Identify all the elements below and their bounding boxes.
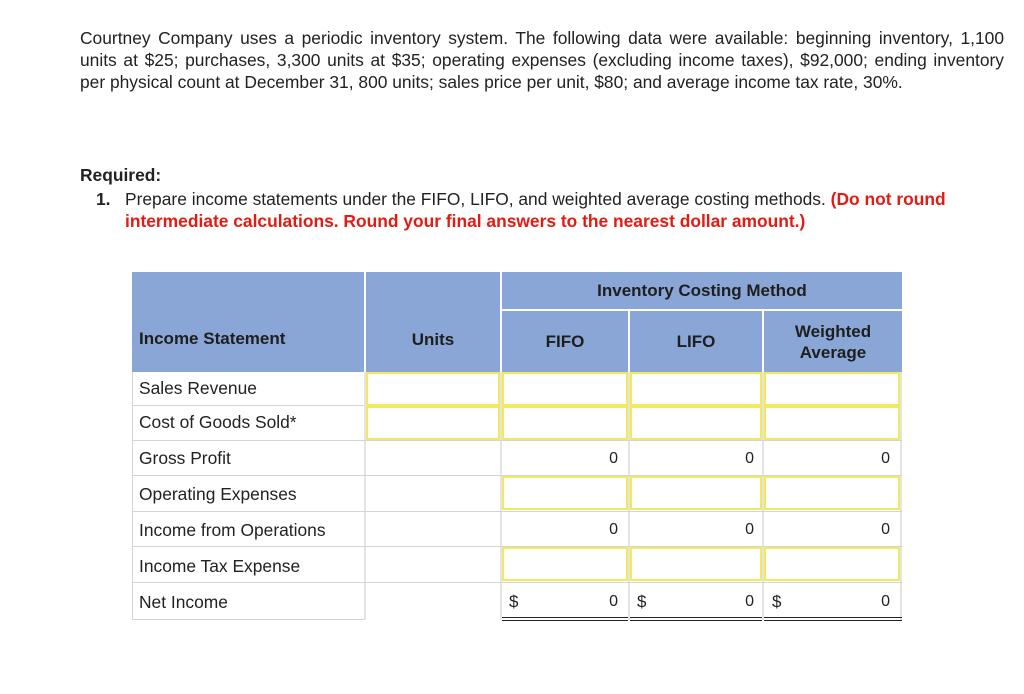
net-income-lifo-value: 0 (745, 593, 754, 610)
row-divider (132, 440, 902, 441)
row-label-gross-profit: Gross Profit (139, 448, 231, 468)
header-weighted-line2: Average (799, 342, 867, 362)
row-label-sales-revenue: Sales Revenue (139, 378, 257, 398)
operating-expenses-lifo-input[interactable] (630, 476, 762, 510)
header-lifo (630, 311, 762, 372)
cogs-units-input[interactable] (366, 406, 500, 440)
header-lifo-label: LIFO (676, 332, 716, 351)
operating-expenses-weighted-input[interactable] (764, 476, 900, 510)
header-group-label: Inventory Costing Method (597, 281, 807, 300)
income-tax-fifo-input[interactable] (502, 547, 628, 581)
problem-intro: Courtney Company uses a periodic inventory system. The following data were available: beginning inventory, 1,100 units at $25; purchases, 3,300 units at $35; operating expenses (excluding income taxes), $92,000; ending inventory per physical count at December 31, 800 units; sales price per unit, $80; and average income tax rate, 30%. (80, 28, 1004, 92)
requirement-text (125, 188, 1006, 232)
header-units-label: Units (411, 329, 455, 349)
row-divider (132, 405, 364, 406)
header-fifo (502, 311, 628, 372)
row-label-income-tax-expense: Income Tax Expense (139, 556, 301, 576)
income-tax-weighted-input[interactable] (764, 547, 900, 581)
net-income-lifo-currency: $ (637, 592, 647, 611)
cogs-weighted-input[interactable] (764, 406, 900, 440)
net-income-weighted-currency: $ (772, 592, 782, 611)
requirement-instruction: Prepare income statements under the FIFO, LIFO, and weighted average costing methods. (125, 189, 826, 209)
net-income-fifo-value: 0 (609, 593, 618, 610)
net-income-fifo-currency: $ (509, 592, 519, 611)
header-inventory-costing-method (502, 272, 902, 309)
header-weighted-line1: Weighted (794, 321, 872, 341)
header-income-statement (132, 272, 364, 372)
row-divider (132, 619, 364, 620)
sales-revenue-fifo-input[interactable] (502, 372, 628, 406)
header-income-statement-label: Income Statement (139, 329, 286, 348)
income-statement-table (132, 272, 902, 622)
row-label-cogs: Cost of Goods Sold* (139, 412, 297, 432)
required-heading: Required: (80, 165, 162, 185)
double-underline (630, 617, 762, 621)
row-label-operating-expenses: Operating Expenses (139, 484, 297, 504)
header-fifo-label: FIFO (545, 332, 585, 351)
net-income-weighted-value: 0 (881, 593, 890, 610)
income-ops-fifo-value: 0 (609, 521, 618, 538)
income-ops-lifo-value: 0 (745, 521, 754, 538)
row-label-income-from-operations: Income from Operations (139, 520, 326, 540)
income-ops-weighted-value: 0 (881, 521, 890, 538)
cogs-lifo-input[interactable] (630, 406, 762, 440)
gross-profit-fifo-value: 0 (609, 450, 618, 467)
gross-profit-lifo-value: 0 (745, 450, 754, 467)
cogs-fifo-input[interactable] (502, 406, 628, 440)
header-units (366, 272, 500, 372)
rounding-note: (Do not round intermediate calculations. Round your final answers to the nearest dollar amount.) (125, 189, 946, 231)
sales-revenue-units-input[interactable] (366, 372, 500, 406)
operating-expenses-fifo-input[interactable] (502, 476, 628, 510)
income-tax-lifo-input[interactable] (630, 547, 762, 581)
sales-revenue-weighted-input[interactable] (764, 372, 900, 406)
double-underline (502, 617, 628, 621)
double-underline (764, 617, 902, 621)
row-divider (132, 511, 902, 512)
requirement-number: 1. (96, 189, 111, 209)
header-weighted-average (764, 311, 902, 372)
row-divider (132, 582, 902, 583)
gross-profit-weighted-value: 0 (881, 450, 890, 467)
row-label-net-income: Net Income (139, 592, 228, 612)
sales-revenue-lifo-input[interactable] (630, 372, 762, 406)
